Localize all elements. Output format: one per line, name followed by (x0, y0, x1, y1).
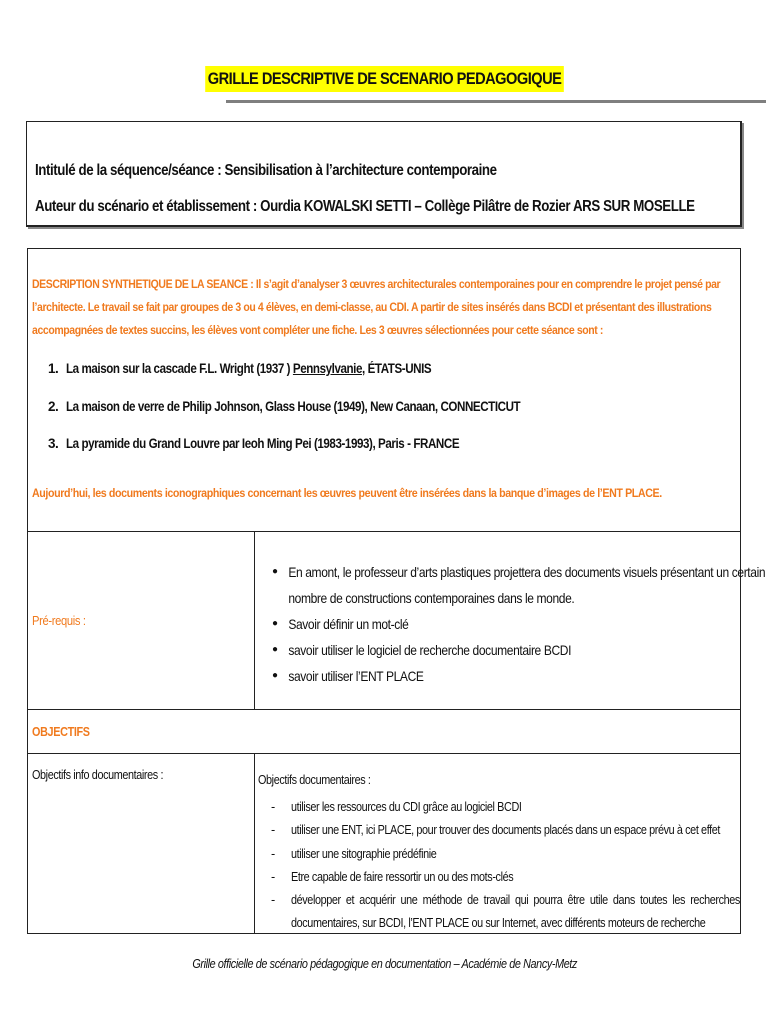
list-item: - développer et acquérir une méthode de travail qui pourra être utile dans toutes les recherches documentaires, sur BCDI, l’ENT PLACE ou sur Internet, avec différents moteurs de recherche (271, 893, 740, 931)
objectifs-doc-title: Objectifs documentaires : (258, 773, 371, 787)
list-item: - utiliser les ressources du CDI grâce au logiciel BCDI (271, 800, 522, 814)
bullet-icon: ● (272, 566, 278, 577)
description-text: Il s’agit d’analyser 3 œuvres architecturales contemporaines pour en comprendre le projet pensé par l’architecte. Le travail se fait par groupes de 3 ou 4 élèves, en demi-classe, au CDI. A partir de sites insérés dans BCDI et présentant des illustrations accompagnées de textes succins, les élèves vont compléter une fiche. Les 3 œuvres sélectionnées pour cette séance sont : (32, 277, 721, 337)
list-item: ● En amont, le professeur d’arts plastiques projettera des documents visuels présentant un certain (272, 559, 770, 585)
prerequis-label: Pré-requis : (32, 613, 86, 628)
intitule-value: Sensibilisation à l’architecture contemporaine (224, 162, 497, 179)
objectifs-info-label: Objectifs info documentaires : (32, 768, 164, 782)
page-title: GRILLE DESCRIPTIVE DE SCENARIO PEDAGOGIQUE (206, 66, 565, 92)
list-item: - utiliser une sitographie prédéfinie (271, 846, 437, 861)
work-number: 1. (48, 361, 59, 376)
work-text: La maison sur la cascade F.L. Wright (1937 ) (66, 361, 291, 376)
column-divider (254, 753, 255, 934)
auteur-label: Auteur du scénario et établissement : (35, 198, 257, 215)
work-text: La pyramide du Grand Louvre par Ieoh Ming Pei (1983-1993), Paris - FRANCE (66, 436, 460, 451)
row-divider (28, 531, 740, 532)
work-number: 3. (48, 436, 59, 451)
objectifs-list (271, 796, 741, 936)
intitule-line (35, 162, 497, 180)
list-item: - utiliser une ENT, ici PLACE, pour trouver des documents placés dans un espace prévu à cet effet (271, 823, 721, 838)
row-divider (28, 709, 740, 710)
prerequis-list (272, 559, 770, 689)
row-divider (28, 753, 740, 754)
bullet-icon: ● (272, 670, 278, 681)
list-item: ● savoir utiliser l’ENT PLACE (272, 663, 770, 689)
objectifs-label: OBJECTIFS (32, 725, 90, 739)
description-block (32, 273, 733, 342)
scenario-table (27, 248, 766, 934)
list-item: ● Savoir définir un mot-clé (272, 611, 770, 637)
page-footer: Grille officielle de scénario pédagogique en documentation – Académie de Nancy-Metz (192, 957, 578, 971)
work-number: 2. (48, 398, 59, 414)
auteur-value: Ourdia KOWALSKI SETTI – Collège Pilâtre de Rozier ARS SUR MOSELLE (260, 198, 695, 215)
list-item: nombre de constructions contemporaines dans le monde. (288, 590, 575, 606)
title-underline (226, 100, 766, 103)
list-item: - Etre capable de faire ressortir un ou des mots-clés (271, 869, 514, 884)
bullet-icon: ● (272, 644, 278, 655)
intitule-label: Intitulé de la séquence/séance : (35, 162, 222, 179)
description-label: DESCRIPTION SYNTHETIQUE DE LA SEANCE : (32, 277, 254, 291)
today-note: Aujourd’hui, les documents iconographiques concernant les œuvres peuvent être insérées dans la banque d’images de l’ENT PLACE. (32, 486, 662, 500)
work-suffix: , ÉTATS-UNIS (361, 361, 432, 376)
pennsylvanie-link[interactable]: Pennsylvanie (292, 361, 362, 376)
title-wrap (0, 66, 770, 92)
column-divider (254, 531, 255, 709)
work-text: La maison de verre de Philip Johnson, Glass House (1949), New Canaan, CONNECTICUT (66, 398, 521, 414)
auteur-line (35, 198, 695, 216)
list-item: ● savoir utiliser le logiciel de recherche documentaire BCDI (272, 637, 770, 663)
bullet-icon: ● (272, 618, 278, 629)
header-box (26, 121, 742, 227)
